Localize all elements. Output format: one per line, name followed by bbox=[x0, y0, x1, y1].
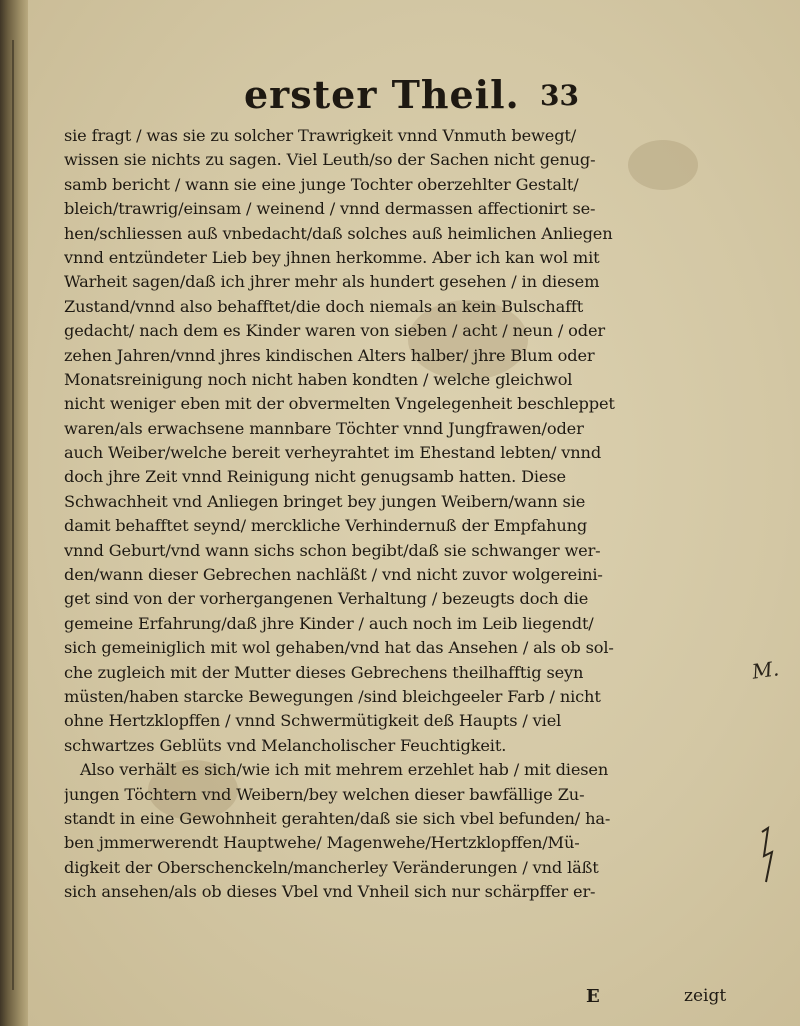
margin-annotation: M. bbox=[750, 656, 781, 684]
text-line: hen/schliessen auß vnbedacht/daß solches auß heimlichen Anliegen bbox=[64, 223, 613, 243]
catchword: zeigt bbox=[684, 986, 727, 1006]
text-line: schwartzes Geblüts vnd Melancholischer Feuchtigkeit. bbox=[64, 735, 507, 755]
text-line: get sind von der vorhergangenen Verhaltung / bezeugts doch die bbox=[64, 589, 589, 609]
book-gutter bbox=[0, 0, 28, 1026]
text-line: zehen Jahren/vnnd jhres kindischen Alters halber/ jhre Blum oder bbox=[64, 345, 595, 365]
binding-shadow bbox=[12, 40, 14, 990]
text-line: Monatsreinigung noch nicht haben kondten / welche gleichwol bbox=[64, 369, 573, 389]
text-line: waren/als erwachsene mannbare Töchter vnnd Jungfrawen/oder bbox=[64, 418, 584, 438]
text-line: vnnd entzündeter Lieb bey jhnen herkomme. Aber ich kan wol mit bbox=[64, 247, 600, 267]
text-line: gemeine Erfahrung/daß jhre Kinder / auch noch im Leib liegendt/ bbox=[64, 613, 594, 633]
text-line: ben jmmerwerendt Hauptwehe/ Magenwehe/Hertzklopffen/Mü- bbox=[64, 833, 580, 853]
text-line: sich ansehen/als ob dieses Vbel vnd Vnheil sich nur schärpffer er- bbox=[64, 882, 596, 902]
text-line: nicht weniger eben mit der obvermelten Vngelegenheit beschleppet bbox=[64, 394, 615, 414]
text-line: Warheit sagen/daß ich jhrer mehr als hundert gesehen / in diesem bbox=[64, 272, 600, 292]
text-line: samb bericht / wann sie eine junge Tochter oberzehlter Gestalt/ bbox=[64, 174, 579, 194]
running-title: erster Theil. bbox=[244, 72, 520, 117]
signature-mark: E bbox=[586, 986, 600, 1007]
text-line: sie fragt / was sie zu solcher Trawrigkeit vnnd Vnmuth bewegt/ bbox=[64, 126, 577, 145]
page-number: 33 bbox=[540, 79, 579, 112]
text-line: doch jhre Zeit vnnd Reinigung nicht genugsamb hatten. Diese bbox=[64, 467, 566, 487]
text-line: Also verhält es sich/wie ich mit mehrem erzehlet hab / mit diesen bbox=[80, 760, 609, 780]
text-line: auch Weiber/welche bereit verheyrahtet im Ehestand lebten/ vnnd bbox=[64, 443, 602, 463]
text-block bbox=[64, 124, 750, 905]
text-line: damit behafftet seynd/ merckliche Verhindernuß der Empfahung bbox=[64, 516, 588, 536]
text-line: sich gemeiniglich mit wol gehaben/vnd hat das Ansehen / als ob sol- bbox=[64, 638, 614, 658]
text-line: Zustand/vnnd also behafftet/die doch niemals an kein Bulschafft bbox=[64, 296, 584, 316]
text-line: ohne Hertzklopffen / vnnd Schwermütigkeit deß Haupts / viel bbox=[64, 711, 562, 731]
text-line: müsten/haben starcke Bewegungen /sind bleichgeeler Farb / nicht bbox=[64, 686, 601, 706]
text-line: standt in eine Gewohnheit gerahten/daß sie sich vbel befunden/ ha- bbox=[64, 808, 611, 828]
text-line: Schwachheit vnd Anliegen bringet bey jungen Weibern/wann sie bbox=[64, 491, 586, 511]
running-header bbox=[0, 72, 800, 122]
margin-pen-mark bbox=[758, 826, 784, 886]
text-line: vnnd Geburt/vnd wann sichs schon begibt/daß sie schwanger wer- bbox=[64, 540, 601, 560]
text-line: den/wann dieser Gebrechen nachläßt / vnd nicht zuvor wolgereini- bbox=[64, 565, 603, 585]
text-line: jungen Töchtern vnd Weibern/bey welchen dieser bawfällige Zu- bbox=[64, 784, 585, 804]
page-footer bbox=[64, 986, 750, 1014]
text-line: digkeit der Oberschenckeln/mancherley Veränderungen / vnd läßt bbox=[64, 857, 599, 877]
text-line: wissen sie nichts zu sagen. Viel Leuth/so der Sachen nicht genug- bbox=[64, 150, 596, 170]
text-line: che zugleich mit der Mutter dieses Gebrechens theilhafftig seyn bbox=[64, 662, 584, 682]
text-line: bleich/trawrig/einsam / weinend / vnnd dermassen affectionirt se- bbox=[64, 199, 596, 219]
text-line: gedacht/ nach dem es Kinder waren von sieben / acht / neun / oder bbox=[64, 321, 605, 341]
